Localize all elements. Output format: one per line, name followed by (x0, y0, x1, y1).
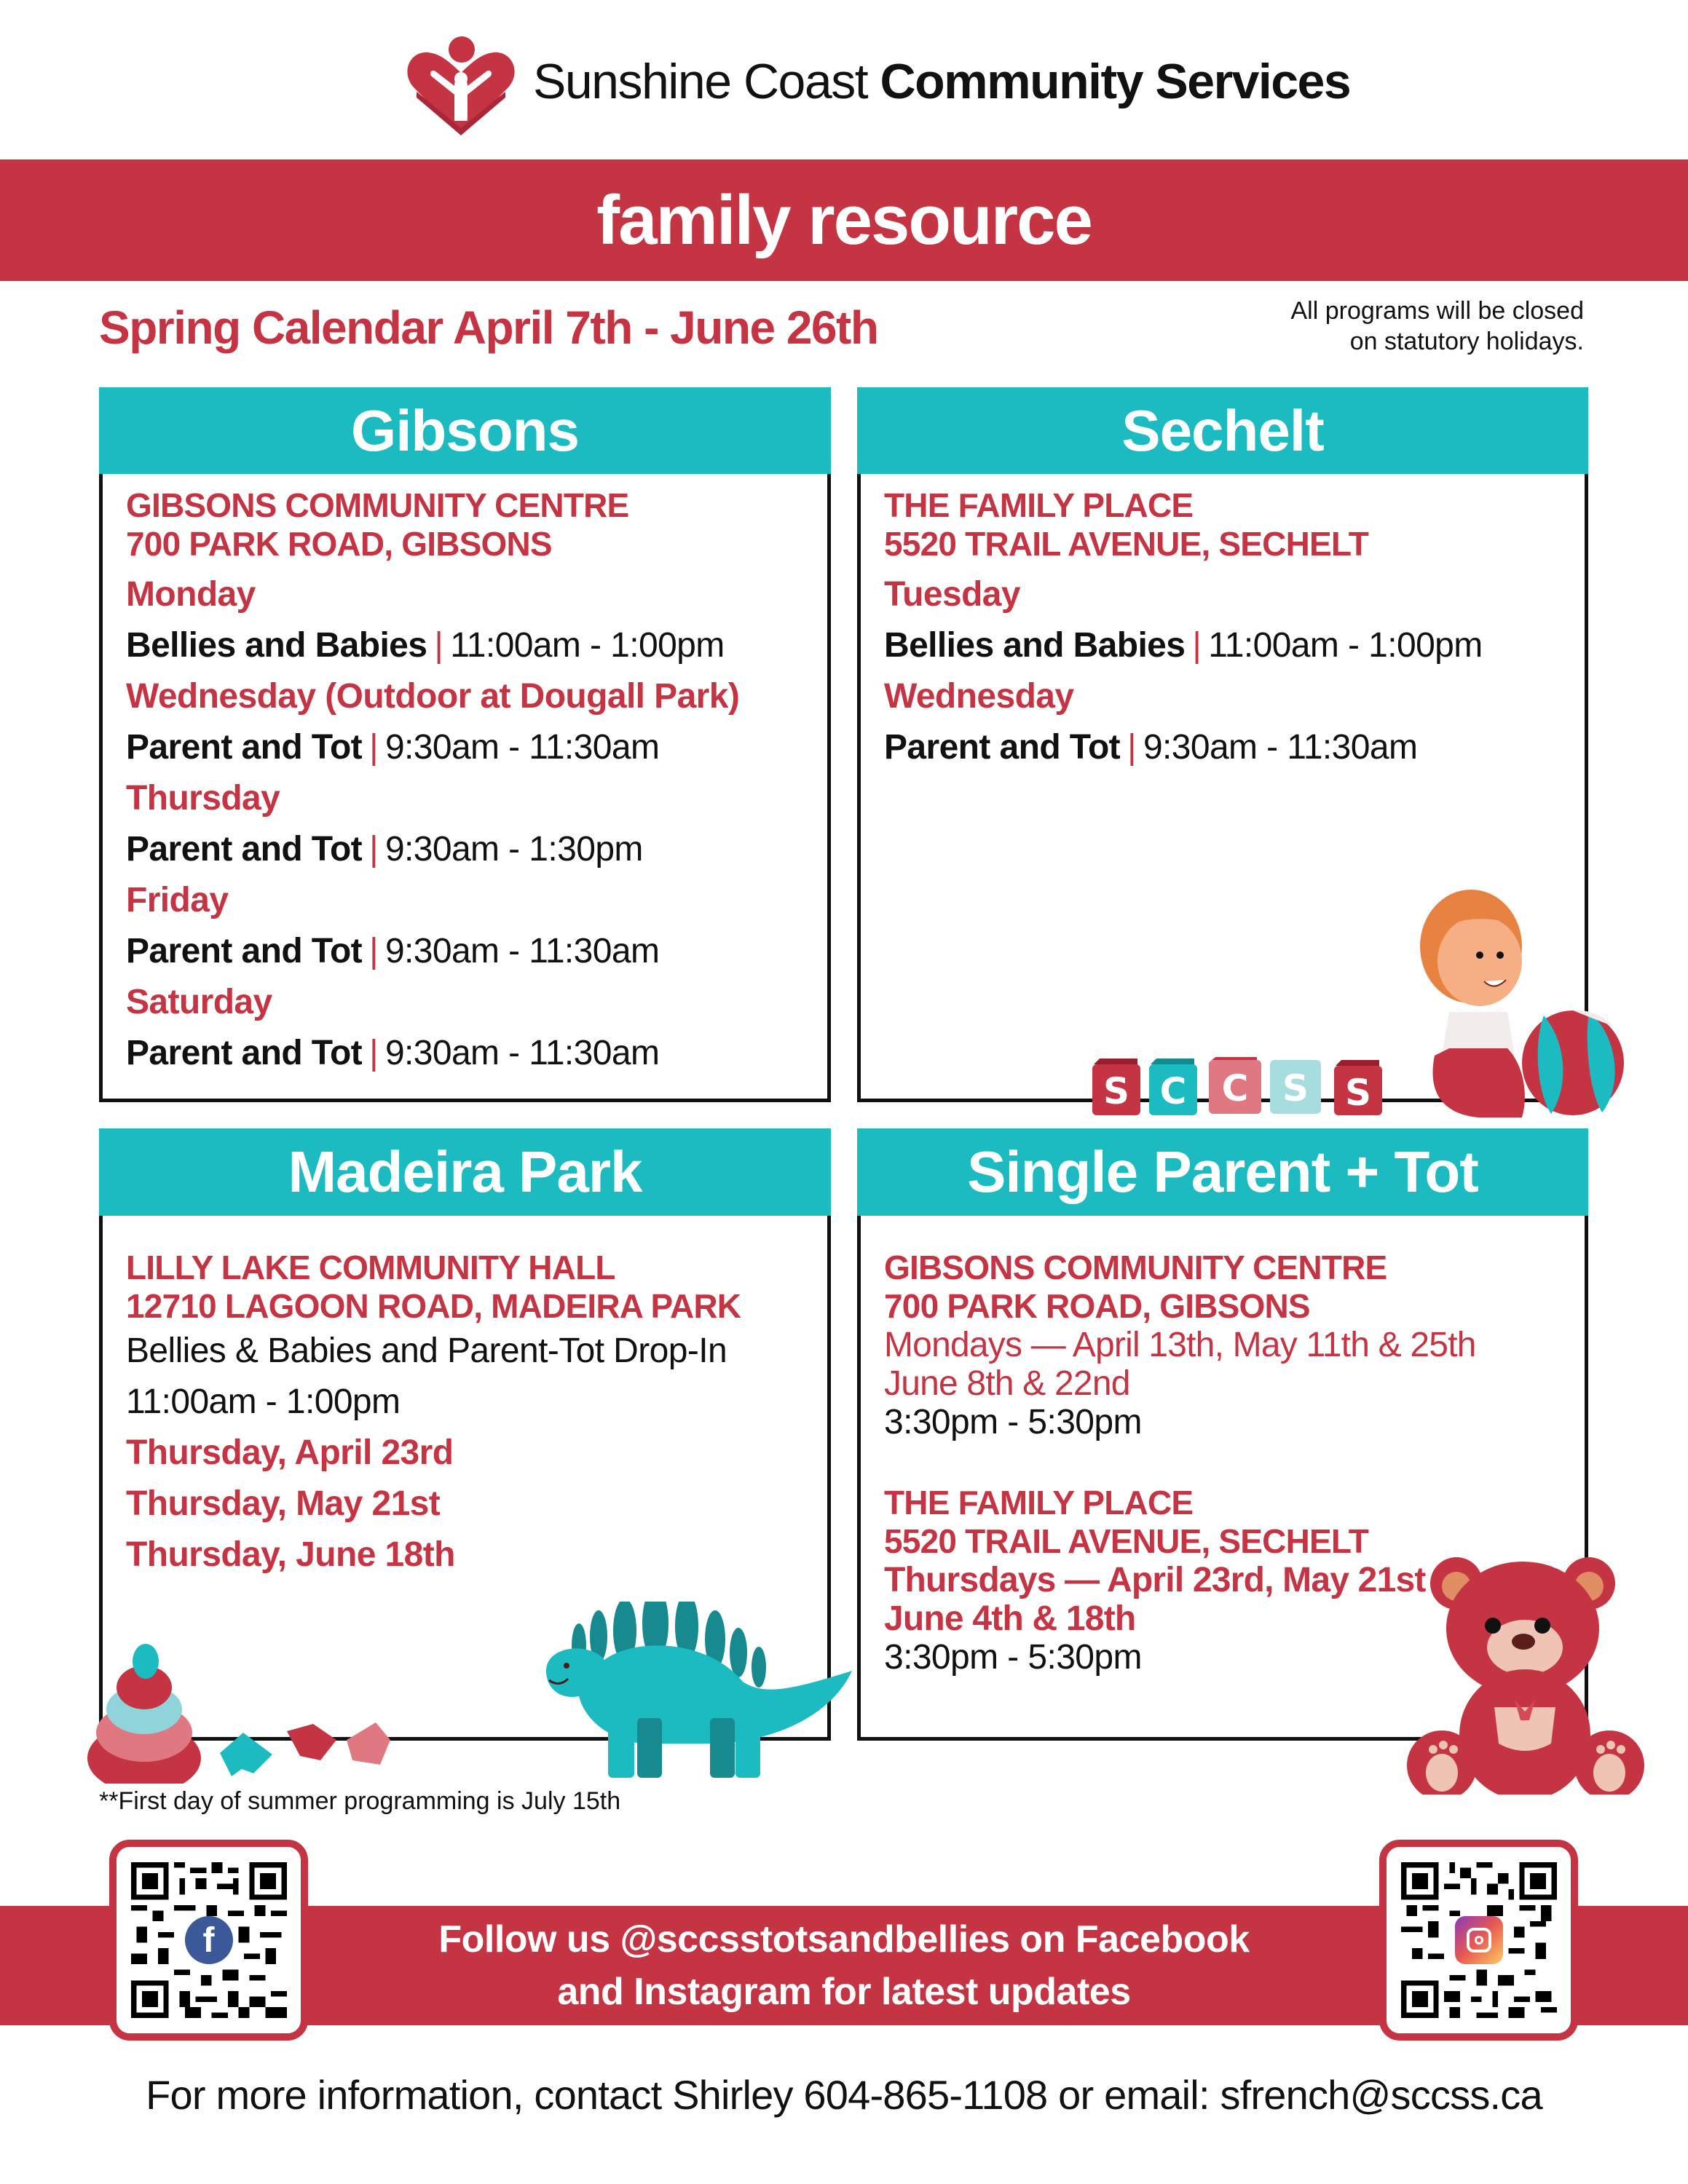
svg-text:S: S (1344, 1072, 1372, 1114)
program-name: Parent and Tot (126, 1034, 363, 1072)
venue-address: 700 PARK ROAD, GIBSONS (126, 525, 552, 563)
page-title: family resource (596, 181, 1092, 259)
venue-address: 5520 TRAIL AVENUE, SECHELT (884, 525, 1369, 563)
program-name: Parent and Tot (126, 728, 363, 767)
dinosaur-illustration (539, 1602, 859, 1780)
title-banner (0, 159, 1688, 281)
closure-note (1291, 296, 1585, 357)
footnote: **First day of summer programming is July 15th (99, 1787, 621, 1815)
program-time: 11:00am - 1:00pm (450, 626, 725, 665)
location-body (126, 486, 813, 1079)
program-date: Thursday, May 21st (126, 1484, 441, 1523)
schedule-program-row (126, 824, 813, 875)
schedule-program-row (884, 620, 1570, 671)
teddy-bear-illustration (1405, 1547, 1646, 1795)
svg-text:C: C (1159, 1070, 1187, 1112)
closure-note-line1: All programs will be closed (1290, 297, 1584, 325)
facebook-qr-code[interactable] (109, 1840, 308, 2041)
org-name-bold: Community Services (880, 54, 1351, 109)
schedule-day: Saturday (126, 983, 272, 1021)
program-dates: Thursdays — April 23rd, May 21st (884, 1561, 1426, 1599)
venue-name: THE FAMILY PLACE (884, 486, 1194, 524)
calendar-title: Spring Calendar April 7th - June 26th (99, 301, 878, 354)
location-body (884, 486, 1570, 773)
program-dates: June 8th & 22nd (884, 1364, 1130, 1403)
location-box-gibsons (99, 387, 831, 1102)
venue-name: GIBSONS COMMUNITY CENTRE (126, 486, 629, 524)
divider: | (369, 932, 378, 970)
location-title: Madeira Park (288, 1139, 642, 1204)
closure-note-line2: on statutory holidays. (1349, 328, 1584, 355)
schedule-program-row (126, 1028, 813, 1079)
location-header-madeira-park (99, 1128, 831, 1216)
divider: | (1127, 728, 1136, 767)
program-name: Bellies and Babies (884, 626, 1186, 665)
program-name: Parent and Tot (126, 932, 363, 970)
schedule-day: Thursday (126, 779, 280, 818)
schedule-program-row (126, 620, 813, 671)
instagram-qr-code[interactable] (1379, 1840, 1578, 2041)
social-follow-line2: and Instagram for latest updates (557, 1971, 1131, 2013)
program-name: Bellies and Babies (126, 626, 427, 665)
venue-name: LILLY LAKE COMMUNITY HALL (126, 1249, 615, 1286)
instagram-qr-icon (1401, 1862, 1557, 2018)
program-name: Parent and Tot (884, 728, 1121, 767)
stacking-toy-illustration (82, 1631, 431, 1784)
program-date: Thursday, April 23rd (126, 1433, 454, 1472)
divider: | (1192, 626, 1202, 665)
divider: | (369, 728, 378, 767)
program-dates: June 4th & 18th (884, 1599, 1136, 1638)
program-time: 9:30am - 11:30am (384, 728, 660, 767)
program-date: Thursday, June 18th (126, 1535, 455, 1574)
divider: | (369, 1034, 378, 1072)
location-title: Sechelt (1121, 397, 1324, 463)
program-time: 9:30am - 11:30am (1143, 728, 1418, 767)
block-letter: S (1103, 1070, 1130, 1112)
location-title: Gibsons (350, 397, 580, 463)
venue-address: 12710 LAGOON ROAD, MADEIRA PARK (126, 1287, 741, 1325)
location-header-single-parent-tot (857, 1128, 1588, 1216)
child-with-ball-illustration (1398, 874, 1631, 1128)
schedule-day: Monday (126, 575, 256, 614)
divider: | (369, 830, 378, 869)
instagram-lens-glyph (1475, 1936, 1483, 1944)
schedule-program-row (126, 926, 813, 977)
location-header-gibsons (99, 387, 831, 474)
instagram-camera-glyph (1467, 1928, 1491, 1952)
contact-info: For more information, contact Shirley 604-865-1108 or email: sfrench@sccss.ca (146, 2072, 1542, 2118)
facebook-icon: f (185, 1916, 233, 1964)
venue-name: THE FAMILY PLACE (884, 1484, 1194, 1522)
location-title: Single Parent + Tot (967, 1139, 1478, 1204)
instagram-icon (1455, 1916, 1503, 1964)
schedule-day: Tuesday (884, 575, 1020, 614)
svg-text:C: C (1221, 1067, 1249, 1109)
venue-address: 5520 TRAIL AVENUE, SECHELT (884, 1522, 1369, 1560)
svg-text:S: S (1282, 1067, 1309, 1109)
program-dates: Mondays — April 13th, May 11th & 25th (884, 1326, 1476, 1364)
program-name: Bellies & Babies and Parent-Tot Drop-In (126, 1332, 727, 1370)
program-time: 9:30am - 11:30am (384, 932, 660, 970)
program-time: 3:30pm - 5:30pm (884, 1638, 1142, 1677)
org-name-light: Sunshine Coast (533, 54, 868, 109)
program-time: 3:30pm - 5:30pm (884, 1403, 1142, 1441)
program-time: 9:30am - 1:30pm (384, 830, 643, 869)
program-time: 9:30am - 11:30am (384, 1034, 660, 1072)
social-follow-line1: Follow us @sccsstotsandbellies on Facebook (438, 1918, 1250, 1961)
schedule-program-row (884, 722, 1570, 773)
sccss-blocks-illustration (1089, 1057, 1395, 1117)
program-time: 11:00am - 1:00pm (1208, 626, 1483, 665)
schedule-program-row (126, 722, 813, 773)
divider: | (434, 626, 443, 665)
heart-people-logo-icon (406, 35, 516, 138)
schedule-day: Wednesday (Outdoor at Dougall Park) (126, 677, 740, 716)
facebook-qr-icon (131, 1862, 287, 2018)
location-body (126, 1249, 813, 1580)
venue-name: GIBSONS COMMUNITY CENTRE (884, 1249, 1387, 1286)
venue-address: 700 PARK ROAD, GIBSONS (884, 1287, 1310, 1325)
schedule-day: Friday (126, 881, 229, 919)
schedule-day: Wednesday (884, 677, 1074, 716)
location-header-sechelt (857, 387, 1588, 474)
program-name: Parent and Tot (126, 830, 363, 869)
org-name (533, 54, 1351, 109)
program-time: 11:00am - 1:00pm (126, 1382, 401, 1421)
